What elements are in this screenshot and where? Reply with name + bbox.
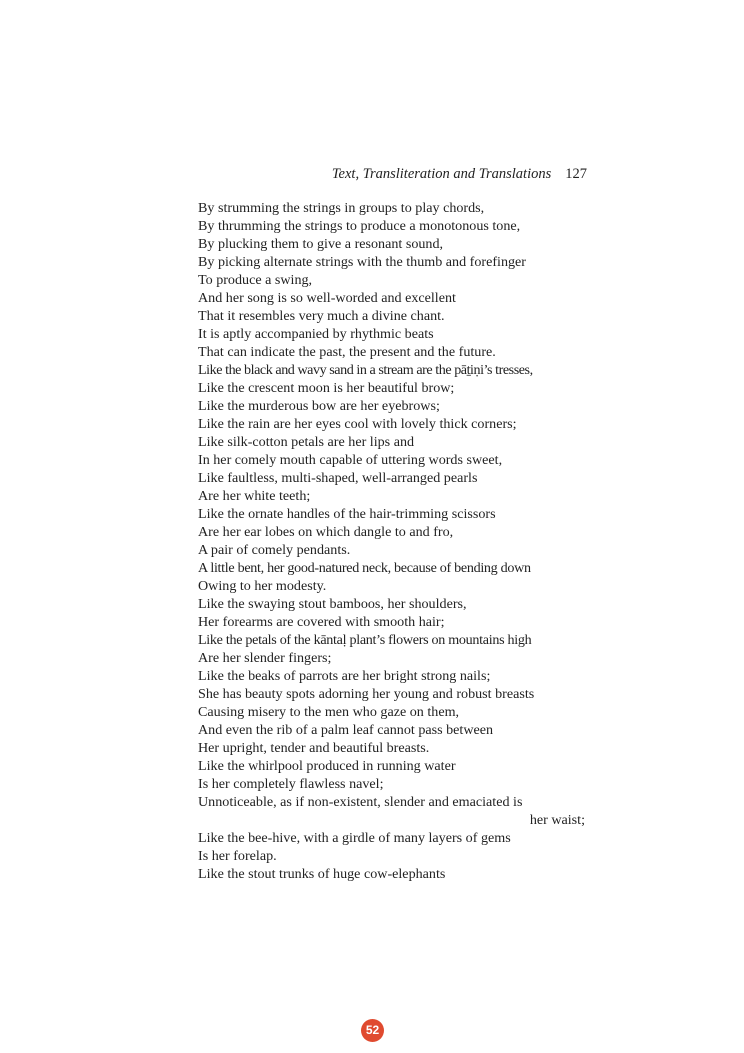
text-line: Like faultless, multi-shaped, well-arranged pearls [198, 470, 478, 486]
text-line: Like the swaying stout bamboos, her shoulders, [198, 596, 467, 612]
text-line: By strumming the strings in groups to play chords, [198, 200, 485, 216]
text-line: Like the beaks of parrots are her bright strong nails; [198, 668, 491, 684]
text-line: A little bent, her good-natured neck, because of bending down [198, 560, 531, 576]
text-line: It is aptly accompanied by rhythmic beats [198, 326, 434, 342]
text-line: Like the ornate handles of the hair-trimming scissors [198, 506, 496, 522]
text-line: Like the black and wavy sand in a stream are the pāṯiṇi’s tresses, [198, 362, 533, 378]
text-line: Her forearms are covered with smooth hair; [198, 614, 445, 630]
text-line: Is her forelap. [198, 848, 277, 864]
text-line: Is her completely flawless navel; [198, 776, 384, 792]
text-line: Like the rain are her eyes cool with lovely thick corners; [198, 416, 517, 432]
text-line: Like the bee-hive, with a girdle of many layers of gems [198, 830, 511, 846]
text-line: Like silk-cotton petals are her lips and [198, 434, 415, 450]
text-line: Like the whirlpool produced in running water [198, 758, 456, 774]
page-number: 127 [565, 166, 587, 182]
text-line: Her upright, tender and beautiful breasts. [198, 740, 430, 756]
text-line: Causing misery to the men who gaze on them, [198, 704, 460, 720]
text-line: Are her slender fingers; [198, 650, 332, 666]
text-line: Are her ear lobes on which dangle to and fro, [198, 524, 454, 540]
text-line: Owing to her modesty. [198, 578, 327, 594]
page-badge: 52 [361, 1019, 384, 1042]
text-line: By plucking them to give a resonant sound, [198, 236, 444, 252]
text-line: Are her white teeth; [198, 488, 311, 504]
running-head-title: Text, Transliteration and Translations [331, 166, 552, 182]
text-line: A pair of comely pendants. [198, 542, 351, 558]
text-line: That it resembles very much a divine chant. [198, 308, 445, 324]
text-line: her waist; [529, 812, 585, 828]
text-line: And even the rib of a palm leaf cannot pass between [198, 722, 494, 738]
text-line: Like the petals of the kāntaḷ plant’s flowers on mountains high [198, 632, 532, 648]
text-line: Unnoticeable, as if non-existent, slender and emaciated is [198, 794, 523, 810]
text-line: Like the crescent moon is her beautiful brow; [198, 380, 455, 396]
text-line: To produce a swing, [198, 272, 313, 288]
text-line: Like the murderous bow are her eyebrows; [198, 398, 440, 414]
text-line: She has beauty spots adorning her young and robust breasts [198, 686, 535, 702]
running-head [0, 164, 587, 184]
text-line: That can indicate the past, the present and the future. [198, 344, 496, 360]
text-line: By thrumming the strings to produce a monotonous tone, [198, 218, 521, 234]
text-line: By picking alternate strings with the thumb and forefinger [198, 254, 526, 270]
text-line: Like the stout trunks of huge cow-elephants [198, 866, 446, 882]
text-line: In her comely mouth capable of uttering words sweet, [198, 452, 503, 468]
text-line: And her song is so well-worded and excellent [198, 290, 456, 306]
poem-text [198, 199, 585, 883]
